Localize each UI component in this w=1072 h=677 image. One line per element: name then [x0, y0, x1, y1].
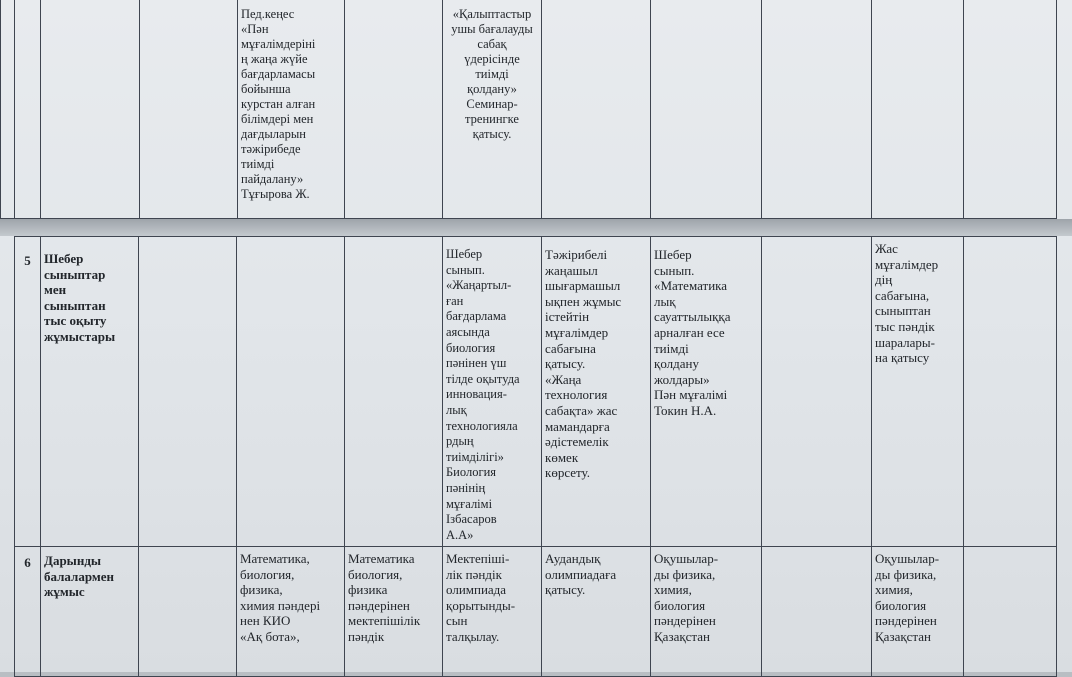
title-line: жұмыстары [44, 328, 116, 344]
table-row [15, 547, 1057, 677]
cell-line: тиімді [475, 67, 509, 81]
title-line: мен [44, 282, 67, 298]
cell-line: арналған есе [654, 324, 725, 340]
cell-line: тренингке [465, 112, 519, 126]
cell-line: олимпиада [446, 582, 507, 598]
cell-line: мұғалімдеріні [241, 37, 316, 51]
cell-line: бағдарламасы [241, 67, 316, 81]
cell-line: сабағына [545, 340, 596, 356]
cell-line: лік пәндік [446, 566, 502, 582]
table-cell [1, 0, 15, 219]
title-line: тыс оқыту [44, 313, 107, 329]
row-title [41, 547, 139, 677]
young-teachers-cell [872, 237, 964, 547]
title-line: балалармен [44, 568, 114, 584]
cell-line: Семинар- [466, 97, 518, 111]
cell-line: Шебер [654, 247, 692, 262]
cell-line: мұғалімі [446, 496, 493, 511]
table-cell [964, 547, 1057, 677]
cell-line: шығармашыл [545, 278, 621, 294]
cell-line: тәжірибеде [241, 142, 301, 156]
cell-line: қолдану» [467, 82, 517, 96]
cell-line: әдістемелік [545, 434, 609, 450]
district-olympiad-cell [542, 547, 651, 677]
cell-line: дағдыларын [241, 127, 306, 141]
page-fold-gap [0, 219, 1072, 236]
cell-line: тиімділігі» [446, 449, 504, 464]
cell-line: «Математика [654, 278, 728, 294]
table-cell [15, 0, 41, 219]
cell-line: физика, [240, 582, 283, 598]
cell-line: ды физика, [654, 566, 716, 582]
cell-line: технология [545, 387, 608, 403]
cell-line: сынып. [446, 262, 485, 277]
cell-line: ған [446, 293, 464, 308]
cell-line: пәндерінен [348, 597, 410, 613]
experienced-teachers-cell [542, 237, 651, 547]
cell-line: лық [446, 402, 467, 417]
table-cell [542, 0, 651, 219]
cell-line: тиімді [241, 157, 275, 171]
cell-line: көмек [545, 449, 579, 465]
cell-line: «Жаңа [545, 371, 582, 387]
table-cell [762, 0, 872, 219]
plan-table-lower [14, 236, 1057, 677]
cell-line: шаралары- [875, 334, 935, 350]
cell-line: сын [446, 613, 468, 629]
cell-line: Математика [348, 551, 415, 566]
cell-line: биология, [348, 566, 403, 582]
cell-line: олимпиадаға [545, 566, 617, 582]
cell-line: тыс пәндік [875, 318, 935, 334]
cell-line: ң жаңа жүйе [241, 52, 308, 66]
cell-line: мамандарға [545, 418, 610, 434]
cell-line: қолдану [654, 356, 699, 372]
cell-line: Қазақстан [654, 628, 710, 644]
cell-line: көрсету. [545, 465, 590, 481]
cell-line: Қазақстан [875, 628, 931, 644]
cell-line: білімдері мен [241, 112, 314, 126]
cell-line: дің [875, 272, 893, 288]
school-olympiad-cell [345, 547, 443, 677]
table-row [15, 237, 1057, 547]
cell-line: инновация- [446, 387, 507, 402]
cell-line: Ізбасаров [446, 512, 497, 527]
row-number: 5 [15, 237, 41, 547]
cell-line: жолдары» [654, 371, 710, 387]
cell-line: қатысу. [472, 127, 512, 141]
cell-line: сабақта» жас [545, 402, 618, 418]
cell-line: пәндерінен [875, 613, 937, 629]
cell-line: ушы бағалауды [451, 22, 533, 36]
row-title [41, 237, 139, 547]
table-cell [762, 547, 872, 677]
cell-line: сабақ [477, 37, 507, 51]
cell-line: «Жаңартыл- [446, 278, 512, 293]
cell-line: химия, [875, 582, 913, 598]
cell-line: талқылау. [446, 628, 500, 644]
title-line: Дарынды [44, 553, 102, 568]
cell-line: пәнінен үш [446, 356, 507, 371]
cell-line: мұғалімдер [875, 256, 939, 272]
table-cell [762, 237, 872, 547]
cell-line: Оқушылар- [875, 551, 940, 566]
title-line: сыныптан [44, 297, 106, 313]
cell-line: Токин Н.А. [654, 402, 717, 418]
row-number: 6 [15, 547, 41, 677]
cell-line: аясында [446, 324, 490, 339]
cell-line: Аудандық [545, 551, 601, 566]
cell-line: ды физика, [875, 566, 937, 582]
cell-line: Мектепіші- [446, 551, 510, 566]
cell-line: «Ақ бота», [240, 628, 300, 644]
title-line: жұмыс [44, 584, 85, 600]
cell-line: бойынша [241, 82, 291, 96]
cell-line: химия пәндері [240, 597, 321, 613]
cell-line: Тәжірибелі [545, 247, 608, 262]
cell-line: пәнінің [446, 480, 486, 495]
master-class-math-cell [651, 237, 762, 547]
cell-line: қорытынды- [446, 597, 516, 613]
cell-line: тиімді [654, 340, 689, 356]
cell-line: Жас [875, 241, 898, 256]
cell-line: технологияла [446, 418, 518, 433]
cell-line: физика [348, 582, 388, 598]
title-line: Шебер [44, 251, 84, 266]
cell-line: пәндерінен [654, 613, 716, 629]
cell-line: ықпен жұмыс [545, 293, 622, 309]
cell-line: химия, [654, 582, 692, 598]
cell-line: «Қалыптастыр [452, 7, 532, 21]
cell-line: Биология [446, 465, 497, 480]
cell-line: мұғалімдер [545, 324, 609, 340]
cell-line: сынып. [654, 262, 695, 278]
cell-line: рдың [446, 434, 474, 449]
cell-line: «Пән [241, 22, 269, 36]
master-class-biology-cell [443, 237, 542, 547]
cell-line: істейтін [545, 309, 590, 325]
cell-line: мектепішілік [348, 613, 421, 629]
cell-line: Оқушылар- [654, 551, 719, 566]
cell-line: бағдарлама [446, 309, 507, 324]
cell-line: биология, [240, 566, 295, 582]
table-cell [237, 237, 345, 547]
cell-line: биология [875, 597, 927, 613]
table-cell [345, 0, 443, 219]
cell-line: пайдалану» [241, 172, 304, 186]
cell-line: үдерісінде [464, 52, 520, 66]
kio-competition-cell [237, 547, 345, 677]
cell-line: тілде оқытуда [446, 371, 520, 386]
cell-line: Пән мұғалімі [654, 387, 728, 403]
table-row [1, 0, 1057, 219]
cell-line: лық [654, 293, 676, 309]
cell-line: нен КИО [240, 613, 291, 629]
cell-line: жаңашыл [545, 262, 598, 278]
table-cell [140, 0, 238, 219]
cell-line: пәндік [348, 628, 385, 644]
title-line: сыныптар [44, 266, 106, 282]
table-cell [651, 0, 762, 219]
plan-table-upper [0, 0, 1057, 219]
cell-line: Математика, [240, 551, 310, 566]
cell-line: курстан алған [241, 97, 316, 111]
cell-line: Тұғырова Ж. [241, 187, 310, 201]
cell-line: А.А» [446, 527, 474, 542]
cell-line: Пед.кеңес [241, 7, 295, 21]
cell-line: қатысу. [545, 356, 586, 372]
cell-line: сауаттылыққа [654, 309, 731, 325]
olympiad-results-cell [443, 547, 542, 677]
cell-line: биология [654, 597, 706, 613]
table-cell [872, 0, 964, 219]
students-prep-cell-2 [872, 547, 964, 677]
table-cell [345, 237, 443, 547]
cell-line: қатысу. [545, 582, 586, 598]
cell-line: биология [446, 340, 496, 355]
cell-line: сыныптан [875, 303, 931, 319]
teacher-council-cell [238, 0, 345, 219]
cell-line: Шебер [446, 247, 483, 261]
table-cell [41, 0, 140, 219]
cell-line: на қатысу [875, 350, 930, 366]
table-cell [139, 237, 237, 547]
table-cell [964, 237, 1057, 547]
seminar-cell [443, 0, 542, 219]
table-cell [139, 547, 237, 677]
cell-line: сабағына, [875, 287, 930, 303]
students-prep-cell [651, 547, 762, 677]
